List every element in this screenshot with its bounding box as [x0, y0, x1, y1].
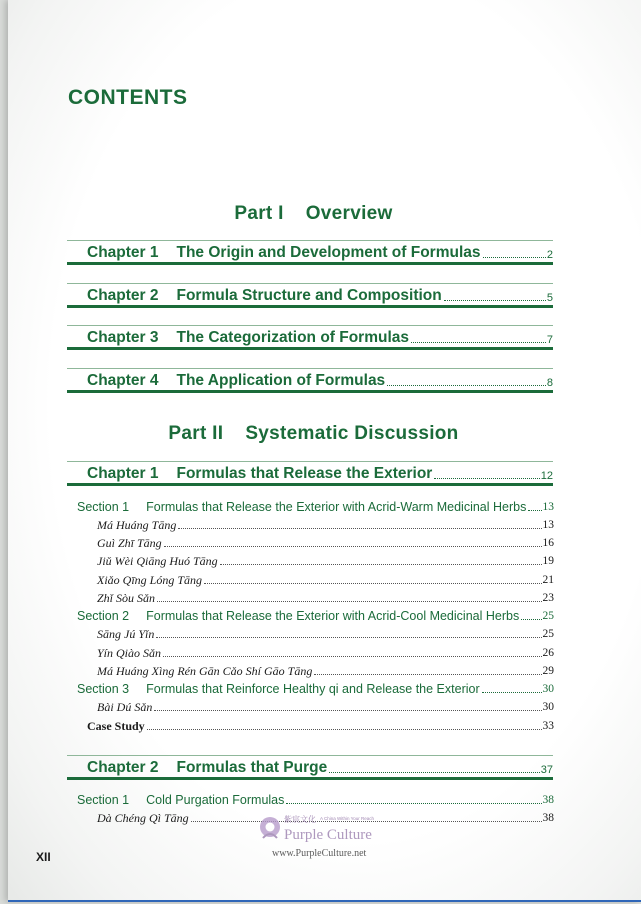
- contents-title: CONTENTS: [68, 86, 188, 109]
- page-ref: 12: [540, 470, 553, 482]
- part-1-heading: [8, 203, 619, 225]
- formula-title: Guì Zhī Tāng: [97, 536, 162, 550]
- section-number: Section 1: [77, 500, 130, 514]
- chapter-number: Chapter 2: [87, 759, 159, 776]
- dot-leader: [204, 583, 541, 584]
- section-title: Formulas that Release the Exterior with Acrid-Cool Medicinal Herbs: [146, 609, 520, 623]
- page-ref: 30: [542, 683, 554, 695]
- toc-formula[interactable]: [8, 643, 554, 661]
- toc-chapter[interactable]: [67, 755, 553, 780]
- toc-formula[interactable]: [8, 570, 554, 588]
- chapter-number: Chapter 4: [87, 372, 159, 389]
- watermark-url: www.PurpleCulture.net: [272, 848, 367, 859]
- toc-chapter[interactable]: [67, 283, 553, 308]
- chapter-title: Formulas that Purge: [176, 759, 328, 776]
- toc-formula[interactable]: [8, 533, 554, 551]
- page-ref: 25: [542, 628, 554, 640]
- chapter-title: The Application of Formulas: [176, 372, 386, 389]
- page-number: XII: [36, 850, 51, 864]
- section-title: Formulas that Reinforce Healthy qi and Release the Exterior: [146, 682, 480, 696]
- case-study-title: Case Study: [87, 719, 145, 733]
- dot-leader: [220, 564, 542, 565]
- part-2-number: Part II: [168, 423, 224, 444]
- dot-leader: [157, 601, 541, 602]
- dot-leader: [521, 619, 541, 620]
- page-ref: 8: [546, 377, 553, 389]
- section-number: Section 2: [77, 609, 130, 623]
- toc-formula[interactable]: [8, 624, 554, 642]
- formula-title: Má Huáng Xìng Rén Gān Cǎo Shí Gāo Tāng: [97, 664, 313, 678]
- toc-section[interactable]: [8, 679, 554, 697]
- formula-title: Xiǎo Qīng Lóng Tāng: [97, 573, 203, 587]
- page-ref: 38: [542, 812, 554, 824]
- dot-leader: [164, 546, 542, 547]
- section-title: Formulas that Release the Exterior with Acrid-Warm Medicinal Herbs: [146, 500, 527, 514]
- purple-culture-logo-icon: [258, 814, 282, 842]
- dot-leader: [444, 300, 546, 301]
- section-title: Cold Purgation Formulas: [146, 793, 285, 807]
- dot-leader: [163, 656, 541, 657]
- page-ref: 2: [546, 249, 553, 261]
- page-ref: 26: [542, 647, 554, 659]
- watermark-name: Purple Culture: [284, 827, 372, 843]
- formula-title: Bài Dú Sǎn: [97, 700, 153, 714]
- toc-formula[interactable]: [8, 551, 554, 569]
- dot-leader: [528, 510, 541, 511]
- page-ref: 19: [542, 555, 554, 567]
- dot-leader: [147, 729, 542, 730]
- formula-title: Zhǐ Sòu Sǎn: [97, 591, 156, 605]
- toc-formula[interactable]: [8, 697, 554, 715]
- page-ref: 33: [542, 720, 554, 732]
- watermark-chinese: 紫宸文化: [284, 815, 316, 824]
- part-1-name: Overview: [305, 203, 393, 224]
- chapter-title: Formula Structure and Composition: [176, 287, 442, 304]
- part-2-heading: [8, 423, 619, 445]
- formula-title: Dà Chéng Qì Tāng: [97, 811, 189, 825]
- dot-leader: [314, 674, 541, 675]
- chapter-number: Chapter 1: [87, 465, 159, 482]
- formula-title: Sāng Jú Yǐn: [97, 627, 155, 641]
- dot-leader: [483, 257, 546, 258]
- page-ref: 21: [542, 574, 554, 586]
- watermark-tagline: A China Within Your Reach: [320, 816, 375, 821]
- toc-section[interactable]: [8, 497, 554, 515]
- toc-case-study[interactable]: [8, 716, 554, 734]
- page-ref: 38: [542, 794, 554, 806]
- toc-chapter[interactable]: [67, 461, 553, 486]
- page-ref: 16: [542, 537, 554, 549]
- chapter-title: The Origin and Development of Formulas: [176, 244, 481, 261]
- formula-title: Yín Qiào Sǎn: [97, 646, 162, 660]
- chapter-number: Chapter 1: [87, 244, 159, 261]
- page-ref: 13: [542, 519, 554, 531]
- toc-formula[interactable]: [8, 515, 554, 533]
- page-ref: 25: [542, 610, 554, 622]
- dot-leader: [329, 772, 540, 773]
- book-page: [8, 0, 641, 902]
- toc-chapter[interactable]: [67, 240, 553, 265]
- dot-leader: [286, 803, 541, 804]
- page-ref: 5: [546, 292, 553, 304]
- page-ref: 13: [542, 501, 554, 513]
- toc-chapter[interactable]: [67, 325, 553, 350]
- part-1-number: Part I: [234, 203, 284, 224]
- page-ref: 37: [540, 764, 553, 776]
- bottom-rule: [8, 900, 641, 902]
- dot-leader: [156, 637, 541, 638]
- toc-formula[interactable]: [8, 661, 554, 679]
- toc-formula[interactable]: [8, 588, 554, 606]
- toc-section[interactable]: [8, 606, 554, 624]
- part-2-name: Systematic Discussion: [245, 423, 459, 444]
- section-number: Section 1: [77, 793, 130, 807]
- formula-title: Jiǔ Wèi Qiāng Huó Tāng: [97, 554, 218, 568]
- chapter-number: Chapter 2: [87, 287, 159, 304]
- chapter-title: The Categorization of Formulas: [176, 329, 410, 346]
- formula-title: Má Huáng Tāng: [97, 518, 177, 532]
- page-ref: 29: [542, 665, 554, 677]
- dot-leader: [154, 710, 541, 711]
- dot-leader: [482, 692, 542, 693]
- page-ref: 23: [542, 592, 554, 604]
- dot-leader: [411, 342, 546, 343]
- purple-culture-watermark: [258, 814, 408, 864]
- dot-leader: [434, 478, 539, 479]
- page-ref: 30: [542, 701, 554, 713]
- dot-leader: [387, 385, 546, 386]
- page-ref: 7: [546, 334, 553, 346]
- dot-leader: [178, 528, 541, 529]
- section-number: Section 3: [77, 682, 130, 696]
- toc-section[interactable]: [8, 790, 554, 808]
- toc-chapter[interactable]: [67, 368, 553, 393]
- chapter-title: Formulas that Release the Exterior: [176, 465, 433, 482]
- chapter-number: Chapter 3: [87, 329, 159, 346]
